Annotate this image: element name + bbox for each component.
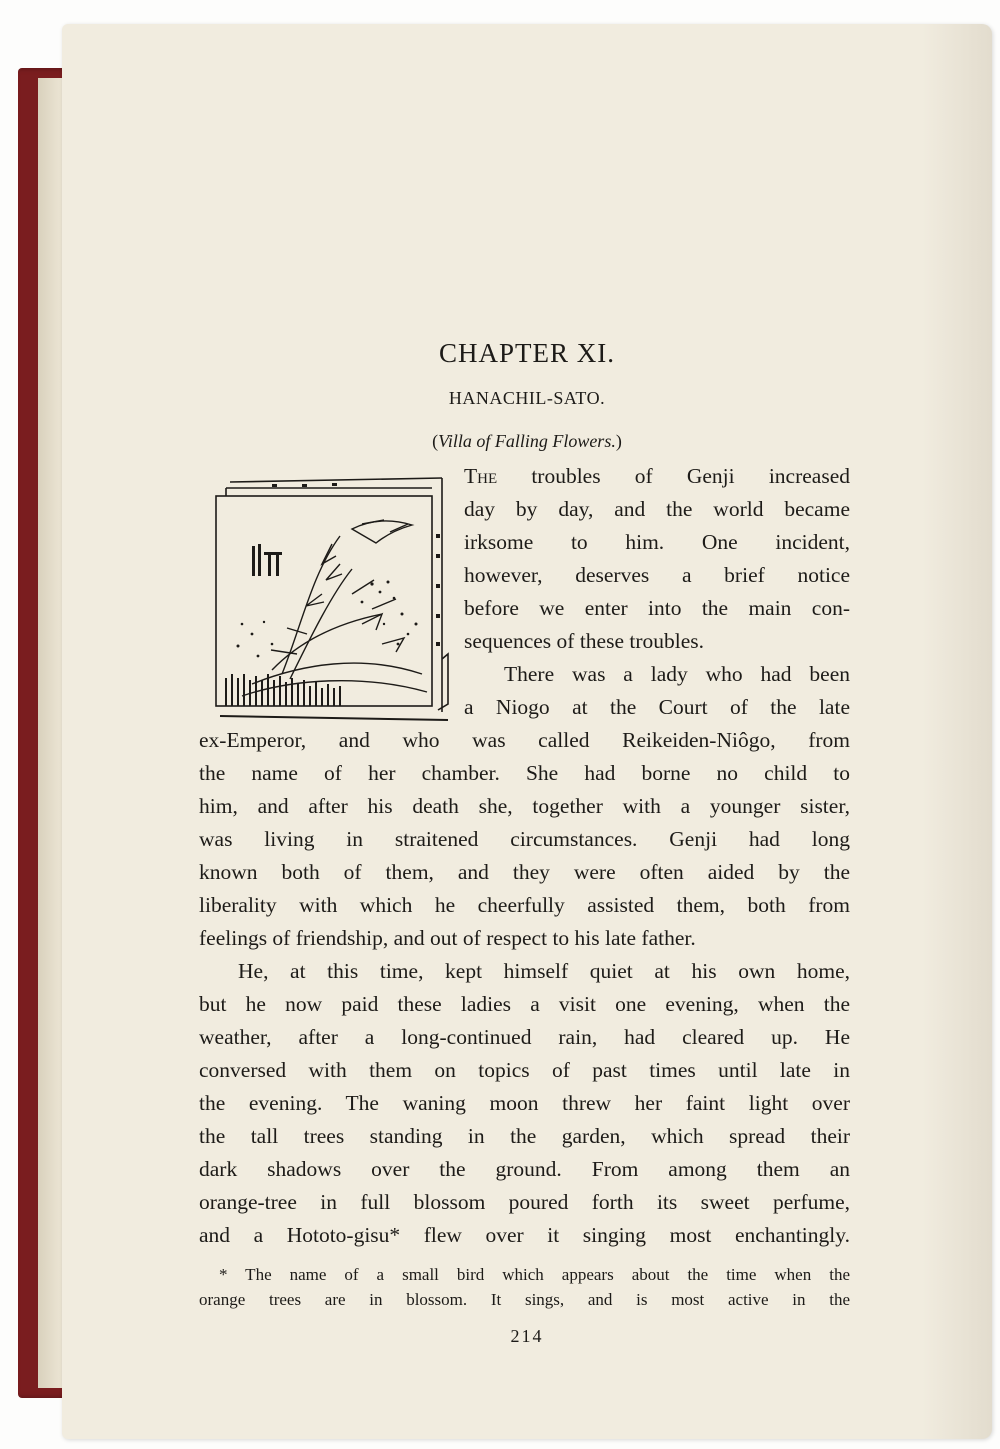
text-line: the tall trees standing in the garden, which spread their [199, 1124, 850, 1148]
text-line: day by day, and the world became [464, 497, 850, 521]
text-line: was living in straitened circumstances. Genji had long [199, 827, 850, 851]
text-line: dark shadows over the ground. From among them an [199, 1157, 850, 1181]
chapter-name: HANACHIL-SATO. [448, 388, 606, 408]
text-line: He, at this time, kept himself quiet at his own home, [238, 959, 850, 983]
text-line: sequences of these troubles. [464, 629, 705, 653]
text-line: before we enter into the main con- [464, 596, 850, 620]
subtitle-close-paren: ) [615, 431, 622, 451]
text-line: the name of her chamber. She had borne no child to [199, 761, 850, 785]
text-line: weather, after a long-continued rain, had cleared up. He [199, 1025, 850, 1049]
chapter-subtitle [62, 431, 992, 452]
text-line: known both of them, and they were often aided by the [199, 860, 850, 884]
text-line: conversed with them on topics of past times until late in [199, 1058, 850, 1082]
text-line: ex-Emperor, and who was called Reikeiden-Niôgo, from [199, 728, 850, 752]
page-number: 214 [510, 1326, 544, 1346]
text-line: feelings of friendship, and out of respect to his late father. [199, 926, 696, 950]
subtitle-open-paren: ( [432, 431, 439, 451]
text-line: irksome to him. One incident, [464, 530, 850, 554]
text-line: the evening. The waning moon threw her faint light over [199, 1091, 850, 1115]
text-line: and a Hototo-gisu* flew over it singing most enchantingly. [199, 1223, 850, 1247]
book-page [62, 24, 992, 1439]
text-line: There was a lady who had been [504, 662, 850, 686]
subtitle-italic: Villa of Falling Flowers. [438, 431, 616, 451]
footnote-line: orange trees are in blossom. It sings, and is most active in the [199, 1290, 850, 1309]
text-line: liberality with which he cheerfully assisted them, both from [199, 893, 850, 917]
text-line: him, and after his death she, together with a younger sister, [199, 794, 850, 818]
text-line: however, deserves a brief notice [464, 563, 850, 587]
text-line: orange-tree in full blossom poured forth its sweet perfume, [199, 1190, 850, 1214]
chapter-title: CHAPTER XI. [438, 338, 615, 368]
page-curl-shadow [922, 24, 992, 1439]
first-word: The [464, 464, 498, 488]
first-line-rest: troubles of Genji increased [497, 464, 850, 488]
footnote-line: * The name of a small bird which appears about the time when the [219, 1265, 850, 1284]
text-line [464, 464, 850, 489]
woodcut-illustration [212, 474, 458, 726]
text-line: but he now paid these ladies a visit one evening, when the [199, 992, 850, 1016]
text-line: a Niogo at the Court of the late [464, 695, 850, 719]
